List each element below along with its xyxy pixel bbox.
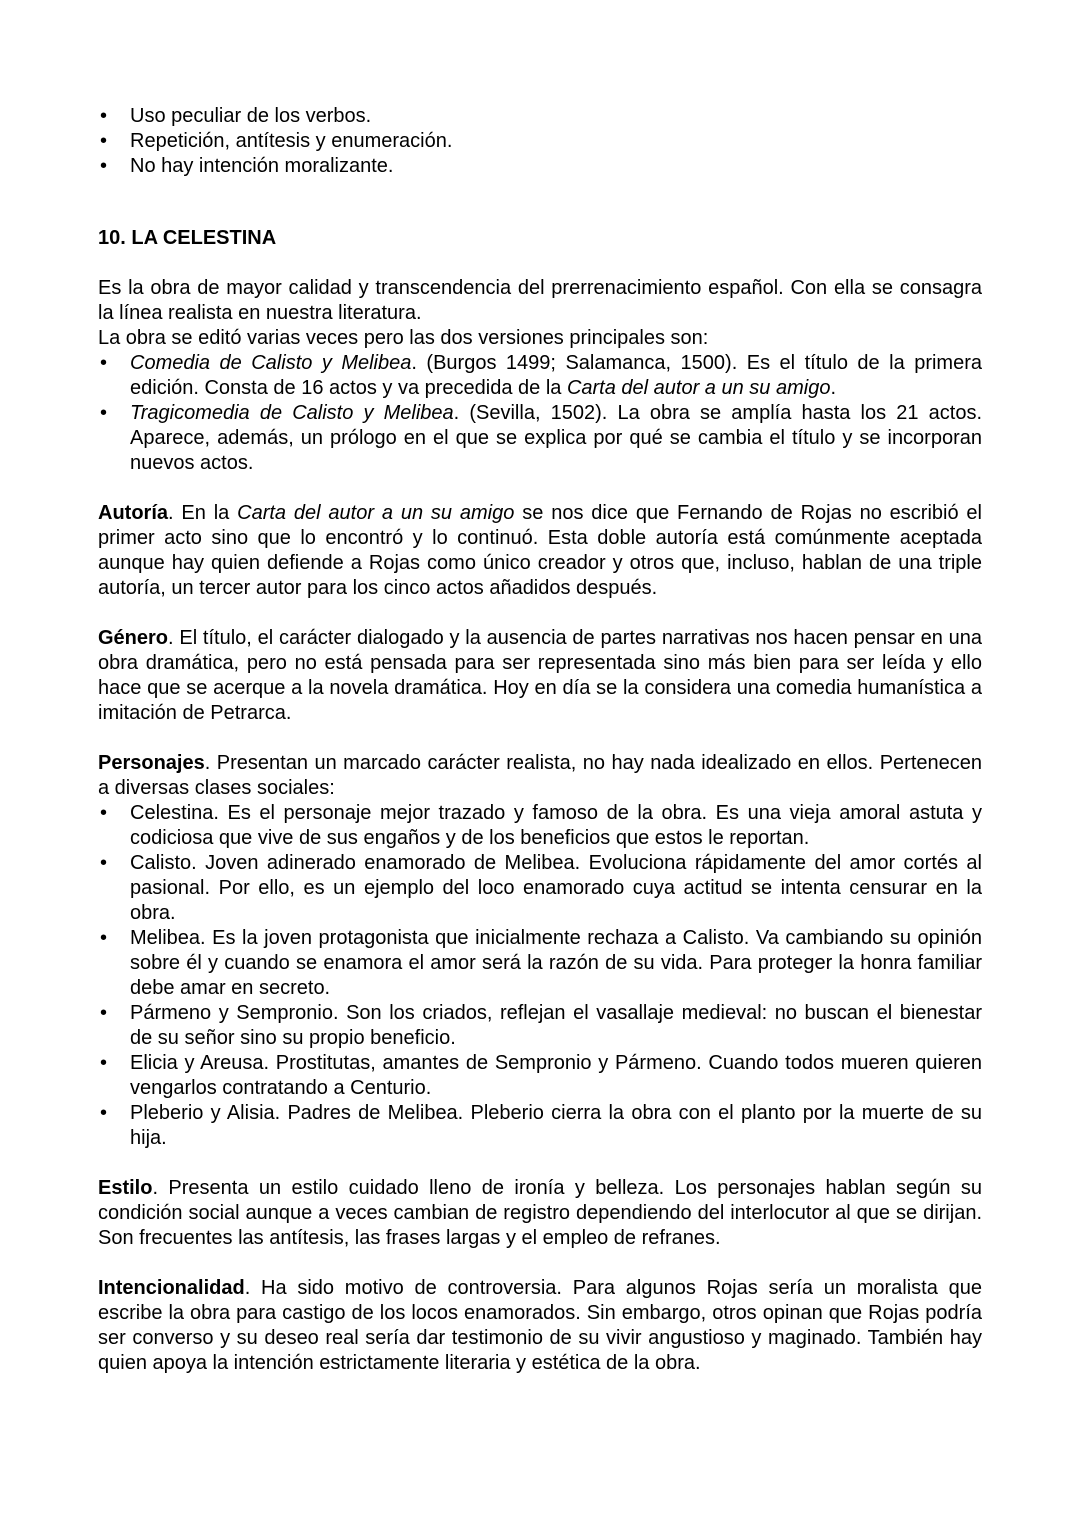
paragraph-label: Intencionalidad (98, 1277, 245, 1299)
text-run: se nos dice que Fernando de Rojas no escribió el primer acto sino que lo encontró y lo continuó. Esta doble autoría está comúnmente aceptada aunque hay quien defiende a Rojas como único creador y otros que, incluso, hablan de una triple autoría, un tercer autor para los cinco actos añadidos después. (98, 502, 982, 599)
text-run: . El título, el carácter dialogado y la ausencia de partes narrativas nos hacen pensar en una obra dramática, pero no está pensada para ser representada sino más bien para ser leída y ello hace que se acerque a la novela dramática. Hoy en día se la considera una comedia humanística a imitación de Petrarca. (98, 627, 982, 724)
bullet-icon: • (100, 105, 108, 127)
bullet-icon: • (100, 402, 108, 424)
bullet-icon: • (100, 1102, 108, 1124)
paragraph (98, 751, 982, 801)
text-run: Celestina. Es el personaje mejor trazado y famoso de la obra. Es una vieja amoral astuta y codiciosa que vive de sus engaños y de los beneficios que estos le reportan. (130, 802, 982, 849)
paragraph (98, 276, 982, 326)
paragraph (98, 326, 982, 351)
bullet-icon: • (100, 852, 108, 874)
bullet-icon: • (100, 802, 108, 824)
list-item (98, 129, 982, 154)
paragraph-label: Estilo (98, 1177, 153, 1199)
list-item (98, 1101, 982, 1151)
text-run: . Ha sido motivo de controversia. Para algunos Rojas sería un moralista que escribe la obra para castigo de los locos enamorados. Sin embargo, otros opinan que Rojas podría ser converso y su deseo real sería dar testimonio de su vivir angustioso y maginado. También hay quien apoya la intención estrictamente literaria y estética de la obra. (98, 1277, 982, 1374)
text-run: Uso peculiar de los verbos. (130, 105, 372, 127)
paragraph-label: Autoría (98, 502, 168, 524)
bullet-icon: • (100, 130, 108, 152)
text-run: Pleberio y Alisia. Padres de Melibea. Pleberio cierra la obra con el planto por la muerte de su hija. (130, 1102, 982, 1149)
bullet-icon: • (100, 927, 108, 949)
text-run: . Presenta un estilo cuidado lleno de ironía y belleza. Los personajes hablan según su condición social aunque a veces cambian de registro dependiendo del interlocutor al que se dirijan. Son frecuentes las antítesis, las frases largas y el empleo de refranes. (98, 1177, 982, 1249)
text-run: . (Burgos 1499; Salamanca, 1500). Es el título de la primera edición. Consta de 16 actos y va precedida de la (130, 352, 982, 399)
bullet-list (98, 351, 982, 476)
bullet-icon: • (100, 1002, 108, 1024)
list-item (98, 851, 982, 926)
text-run: Calisto. Joven adinerado enamorado de Melibea. Evoluciona rápidamente del amor cortés al pasional. Por ello, es un ejemplo del loco enamorado cuya actitud se intenta censurar en la obra. (130, 852, 982, 924)
text-run: La obra se editó varias veces pero las dos versiones principales son: (98, 327, 709, 349)
list-item (98, 1001, 982, 1051)
work-title: Comedia de Calisto y Melibea (130, 352, 412, 374)
text-run: Melibea. Es la joven protagonista que inicialmente rechaza a Calisto. Va cambiando su opinión sobre él y cuando se enamora el amor será la razón de su vida. Para proteger la honra familiar debe amar en secreto. (130, 927, 982, 999)
text-run: . (830, 377, 837, 399)
list-item (98, 801, 982, 851)
paragraph (98, 501, 982, 601)
list-item (98, 401, 982, 476)
text-run: . Presentan un marcado carácter realista, no hay nada idealizado en ellos. Pertenecen a diversas clases sociales: (98, 752, 982, 799)
paragraph (98, 1276, 982, 1376)
work-title: Carta del autor a un su amigo (566, 377, 831, 399)
feature-list (98, 104, 982, 179)
text-run: . (Sevilla, 1502). La obra se amplía hasta los 21 actos. Aparece, además, un prólogo en el que se explica por qué se cambia el título y se incorporan nuevos actos. (130, 402, 982, 474)
work-title: Tragicomedia de Calisto y Melibea (130, 402, 454, 424)
section-heading: 10. LA CELESTINA (98, 227, 277, 249)
list-item (98, 926, 982, 1001)
text-run: Elicia y Areusa. Prostitutas, amantes de Sempronio y Pármeno. Cuando todos mueren quieren vengarlos contratando a Centurio. (130, 1052, 982, 1099)
bullet-list (98, 801, 982, 1151)
bullet-icon: • (100, 1052, 108, 1074)
list-item (98, 104, 982, 129)
bullet-icon: • (100, 155, 108, 177)
paragraph (98, 1176, 982, 1251)
paragraph-label: Género (98, 627, 169, 649)
paragraph-label: Personajes (98, 752, 205, 774)
bullet-icon: • (100, 352, 108, 374)
work-title: Carta del autor a un su amigo (237, 502, 515, 524)
text-run: . En la (168, 502, 238, 524)
text-run: No hay intención moralizante. (130, 155, 394, 177)
text-run: Pármeno y Sempronio. Son los criados, reflejan el vasallaje medieval: no buscan el bienestar de su señor sino su propio beneficio. (130, 1002, 982, 1049)
list-item (98, 154, 982, 179)
document-page (98, 104, 982, 1376)
list-item (98, 351, 982, 401)
section-body (98, 276, 982, 1376)
text-run: Es la obra de mayor calidad y transcendencia del prerrenacimiento español. Con ella se consagra la línea realista en nuestra literatura. (98, 277, 982, 324)
paragraph (98, 626, 982, 726)
text-run: Repetición, antítesis y enumeración. (130, 130, 453, 152)
list-item (98, 1051, 982, 1101)
